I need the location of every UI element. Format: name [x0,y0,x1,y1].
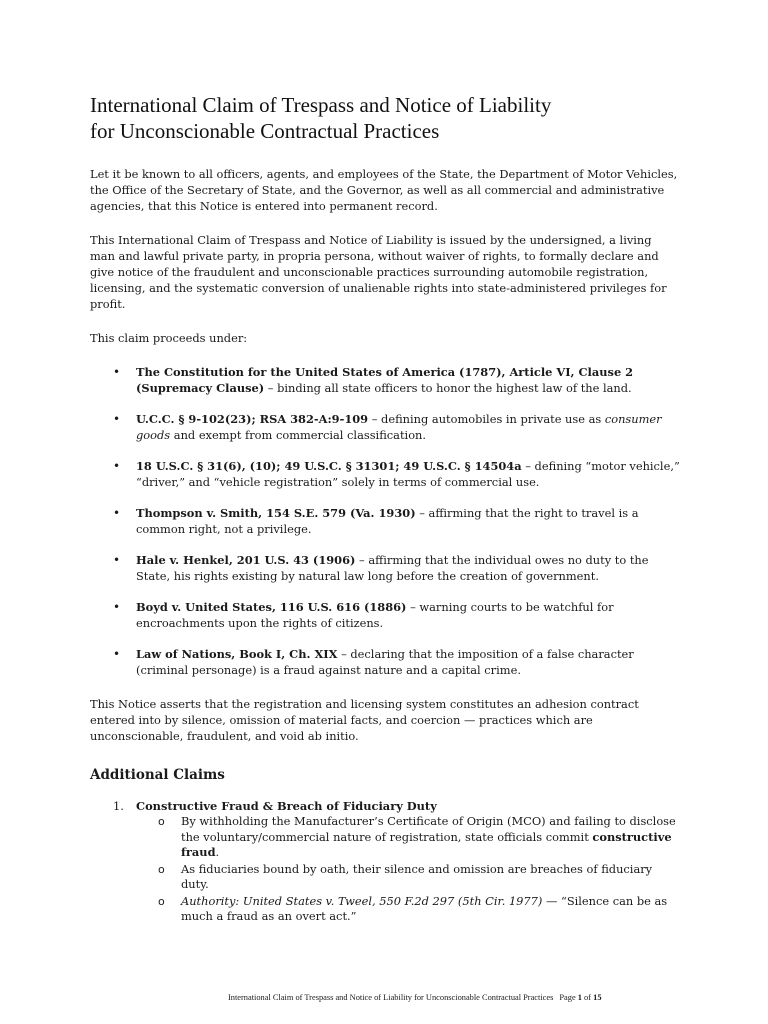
authority-citation: Hale v. Henkel, 201 U.S. 43 (1906) [136,553,356,567]
sub-item-text: As fiduciaries bound by oath, their silence and omission are breaches of fiduciary duty. [181,861,653,891]
intro-paragraph-1: Let it be known to all officers, agents, and employees of the State, the Department of Motor Vehicles, the Office of the Secretary of State, and the Governor, as well as all commercial and administrative agencies, that this Notice is entered into permanent record. [90,167,678,213]
authority-citation: Law of Nations, Book I, Ch. XIX [136,647,338,661]
title-line-2: for Unconscionable Contractual Practices [90,119,440,143]
authority-text: – warning courts to be watchful for encroachments upon the rights of citizens. [136,600,614,630]
of-word: of [584,993,592,1002]
authority-text: – defining automobiles in private use as [368,412,605,426]
authorities-list [90,364,680,678]
authority-emphasis: consumer goods [136,412,662,442]
authority-citation: U.C.C. § 9-102(23); RSA 382-A:9-109 [136,412,369,426]
list-item [90,505,680,537]
claim-title: Constructive Fraud & Breach of Fiduciary Duty [136,799,437,813]
authority-citation: Boyd v. United States, 116 U.S. 616 (1886) [136,600,407,614]
authority-text: – defining “motor vehicle,” “driver,” and “vehicle registration” solely in terms of commercial use. [136,459,680,489]
list-item [90,364,680,396]
page-indicator [559,993,601,1002]
list-item [90,599,680,631]
page-total: 15 [593,993,602,1002]
claim-item [90,798,680,925]
list-item [90,552,680,584]
title-line-1: International Claim of Trespass and Notice of Liability [90,93,552,117]
sub-item-emphasis: constructive fraud [181,829,672,859]
claim-sublist [136,814,680,925]
intro-paragraph-3: This claim proceeds under: [90,331,248,345]
sub-item-text: . [215,845,220,859]
page-number: 1 [577,993,582,1002]
page-footer [228,992,688,1004]
intro-paragraph-2: This International Claim of Trespass and Notice of Liability is issued by the undersigned, a living man and lawful private party, in propria persona, without waiver of rights, to formally declare and give notice of the fraudulent and unconscionable practices surrounding automobile registration, licensing, and the systematic conversion of unalienable rights into state-administered privileges for profit. [90,233,667,311]
circle-bullet-icon: o [158,815,165,828]
sub-list-item [136,814,680,861]
claim-number: 1. [113,799,124,813]
page-word: Page [559,993,576,1002]
sub-item-text: — “Silence can be as much a fraud as an overt act.” [181,893,668,923]
sub-list-item [136,894,680,925]
sub-item-text: By withholding the Manufacturer’s Certificate of Origin (MCO) and failing to disclose the voluntary/commercial nature of registration, state officials commit [181,814,676,844]
authority-citation: Thompson v. Smith, 154 S.E. 579 (Va. 1930) [136,506,416,520]
list-item [90,458,680,490]
authority-text: – affirming that the individual owes no duty to the State, his rights existing by natural law long before the creation of government. [136,553,649,583]
circle-bullet-icon: o [158,862,165,876]
authority-citation: The Constitution for the United States of America (1787), Article VI, Clause 2 (Supremacy Clause) [136,365,634,395]
assertion-paragraph: This Notice asserts that the registration and licensing system constitutes an adhesion contract entered into by silence, omission of material facts, and coercion — practices which are unconscionable, fraudulent, and void ab initio. [90,697,639,743]
footer-title: International Claim of Trespass and Notice of Liability for Unconscionable Contractual Practices [228,993,554,1002]
document-title [90,92,680,144]
authority-text: – binding all state officers to honor the highest law of the land. [264,381,632,395]
section-heading: Additional Claims [90,767,225,783]
list-item [90,646,680,678]
authority-text: and exempt from commercial classification. [170,428,427,442]
authority-citation: 18 U.S.C. § 31(6), (10); 49 U.S.C. § 31301; 49 U.S.C. § 14504a [136,459,522,473]
authority-citation: Authority: United States v. Tweel, 550 F.2d 297 (5th Cir. 1977) [181,893,543,908]
claims-list [90,798,680,925]
document-page [90,92,680,926]
list-item [90,411,680,443]
authority-text: – affirming that the right to travel is a common right, not a privilege. [136,506,639,536]
authority-text: – declaring that the imposition of a false character (criminal personage) is a fraud against nature and a capital crime. [136,647,634,677]
circle-bullet-icon: o [158,894,165,908]
sub-list-item [136,862,680,893]
